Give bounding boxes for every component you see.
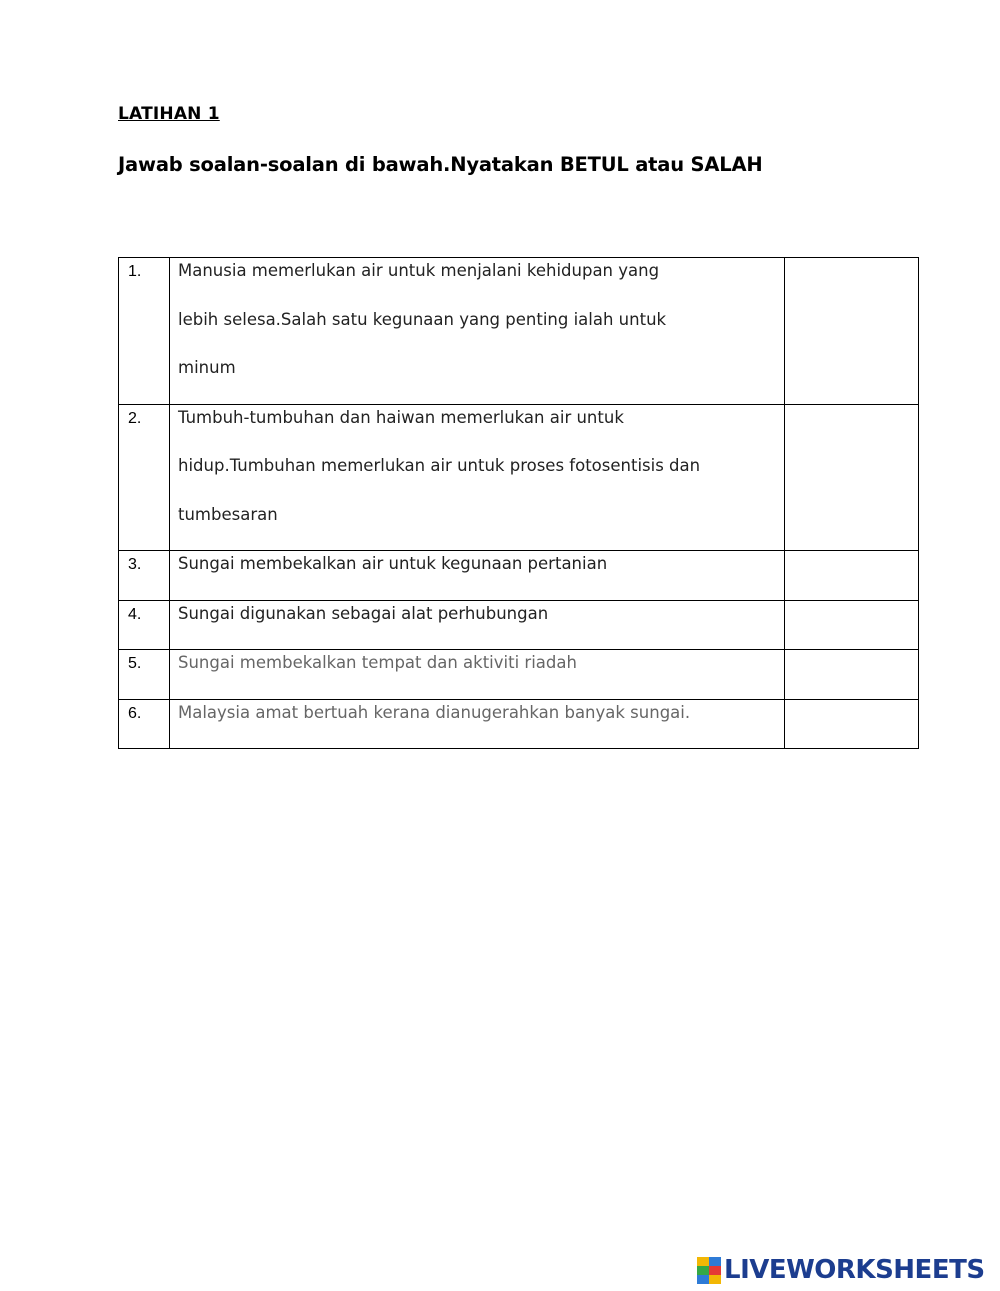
statement-line: Sungai digunakan sebagai alat perhubungan — [178, 603, 549, 623]
worksheet-title: LATIHAN 1 — [118, 104, 220, 124]
answer-box-4[interactable] — [785, 600, 919, 650]
answer-box-3[interactable] — [785, 551, 919, 601]
statement-line: Sungai membekalkan air untuk kegunaan pertanian — [178, 554, 608, 573]
statement-line: Malaysia amat bertuah kerana dianugerahkan banyak sungai. — [178, 702, 691, 722]
question-row-6 — [119, 699, 919, 749]
question-number: 4. — [119, 600, 170, 650]
question-number: 3. — [119, 551, 170, 601]
answer-box-6[interactable] — [785, 699, 919, 749]
answer-box-5[interactable] — [785, 650, 919, 700]
statement-line: lebih selesa.Salah satu kegunaan yang penting ialah untuk — [178, 309, 667, 329]
statement-line: Tumbuh-tumbuhan dan haiwan memerlukan air untuk — [178, 407, 624, 427]
liveworksheets-logo — [697, 1255, 985, 1285]
question-statement — [170, 258, 785, 405]
question-row-2 — [119, 404, 919, 551]
question-table — [118, 257, 919, 749]
question-number: 2. — [119, 404, 170, 551]
logo-text: LIVEWORKSHEETS — [724, 1255, 985, 1285]
question-statement — [170, 699, 785, 749]
worksheet-instruction: Jawab soalan-soalan di bawah.Nyatakan BETUL atau SALAH — [118, 153, 763, 176]
question-number: 1. — [119, 258, 170, 405]
statement-line: hidup.Tumbuhan memerlukan air untuk proses fotosentisis dan — [178, 456, 701, 475]
liveworksheets-logo-icon — [697, 1257, 721, 1284]
question-number: 6. — [119, 699, 170, 749]
statement-line: Manusia memerlukan air untuk menjalani kehidupan yang — [178, 261, 660, 280]
question-row-1 — [119, 258, 919, 405]
statement-line: Sungai membekalkan tempat dan aktiviti riadah — [178, 653, 577, 672]
question-statement — [170, 404, 785, 551]
statement-line: minum — [178, 358, 236, 377]
answer-box-1[interactable] — [785, 258, 919, 405]
question-number: 5. — [119, 650, 170, 700]
answer-box-2[interactable] — [785, 404, 919, 551]
statement-line: tumbesaran — [178, 504, 278, 524]
